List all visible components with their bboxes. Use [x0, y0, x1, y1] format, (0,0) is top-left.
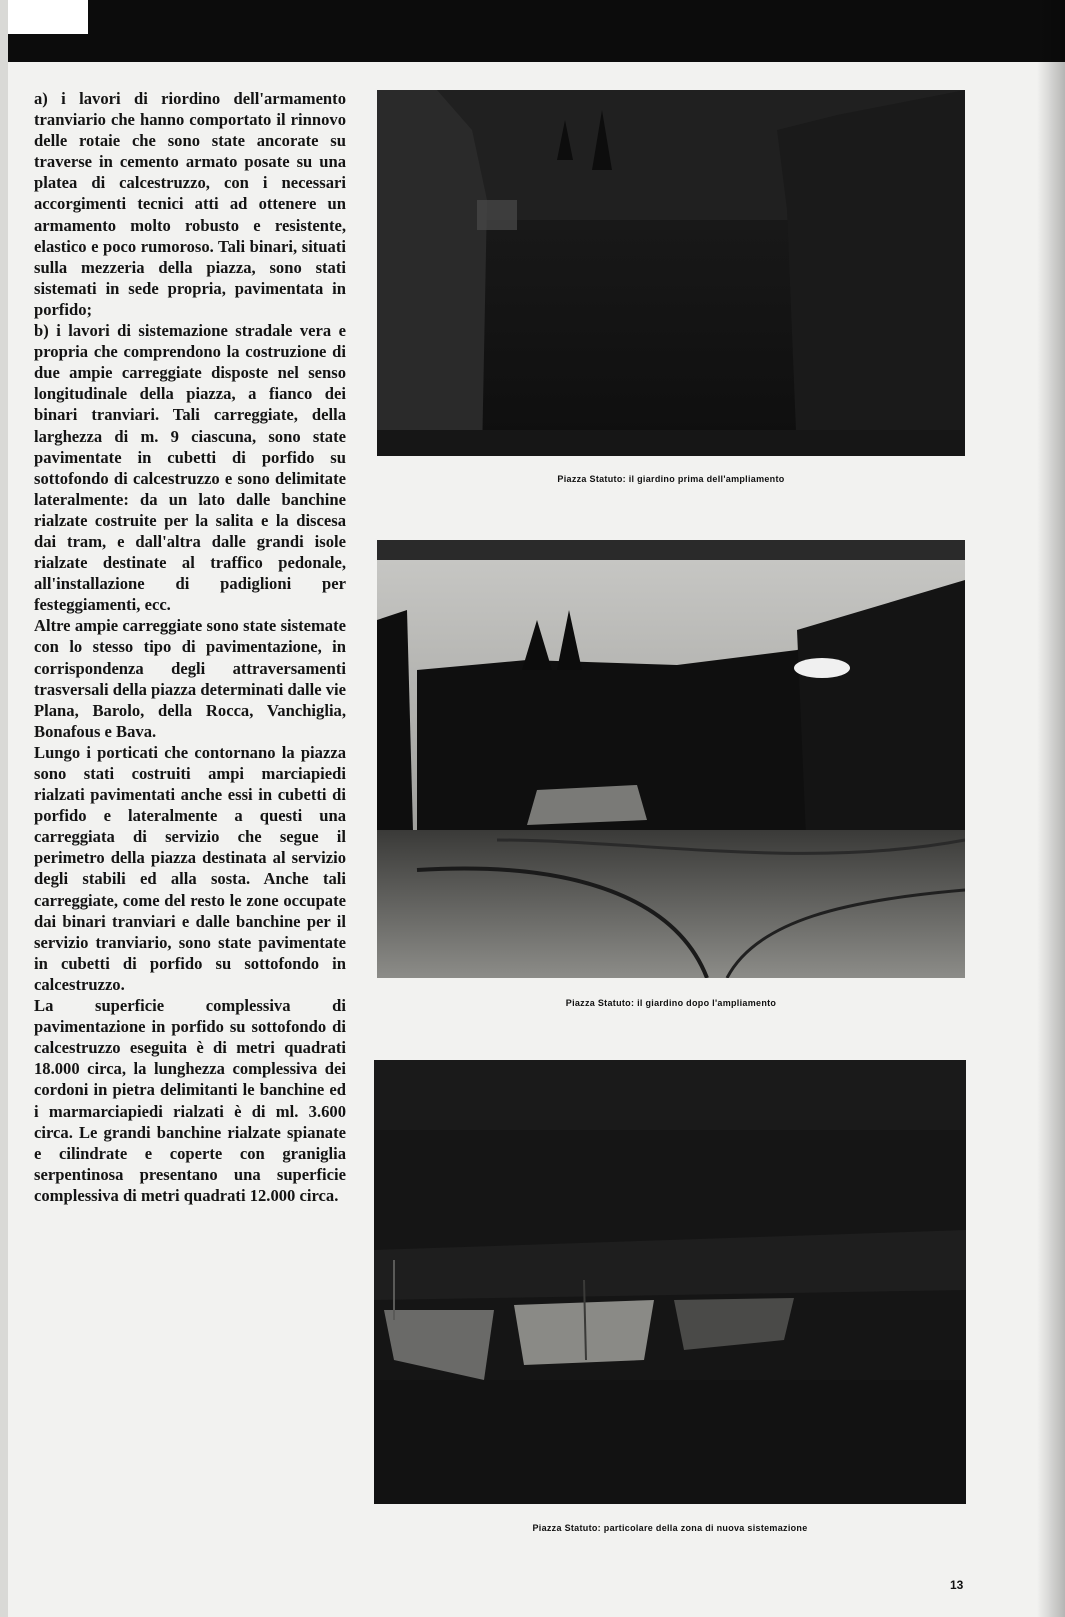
- paragraph-a: a) i lavori di riordino dell'armamento tranviario che hanno comportato il rinnovo delle rotaie che sono state ancorate su traverse in cemento armato posate su una platea di calcestruzzo, con i necessari accorgimenti tecnici atti ad ottenere un armamento molto robusto e resistente, elastico e poco rumoroso. Tali binari, situati sulla mezzeria della piazza, sono stati sistemati in sede propria, pavimentata in porfido;: [34, 89, 346, 319]
- paragraph-other-carriageways: Altre ampie carreggiate sono state sistemate con lo stesso tipo di pavimentazione, in corrispondenza degli attraversamenti trasversali della piazza determinati dalle vie Plana, Barolo, della Rocca, Vanchiglia, Bonafous e Bava.: [34, 616, 346, 741]
- page-number: 13: [950, 1578, 964, 1592]
- text-column: [34, 88, 346, 1206]
- paragraph-porticoes: Lungo i porticati che contornano la piazza sono stati costruiti ampi marciapiedi rialzati pavimentati anche essi in cubetti di porfido e lateralmente a questi una carreggiata di servizio che segue il perimetro della piazza destinata al servizio degli stabili ed alla sosta. Anche tali carreggiate, come del resto le zone occupate dai binari tranviari e dalle banchine per il servizio tranviario, sono state pavimentate in cubetti di porfido su sottofondo in calcestruzzo.: [34, 742, 346, 994]
- photo-garden-after: [377, 540, 965, 978]
- scan-top-band: [0, 0, 1065, 62]
- photo-garden-before: [377, 90, 965, 456]
- photo-new-zone-detail: [374, 1060, 966, 1504]
- caption-new-zone-detail: Piazza Statuto: particolare della zona di nuova sistemazione: [532, 1523, 808, 1533]
- scan-right-edge: [1037, 0, 1065, 1617]
- paragraph-b: b) i lavori di sistemazione stradale vera e propria che comprendono la costruzione di due ampie carreggiate disposte nel senso longitudinale della piazza, a fianco dei binari tranviari. Tali carreggiate, della larghezza di m. 9 ciascuna, sono state pavimentate in cubetti di porfido su sottofondo di calcestruzzo e sono delimitate lateralmente: da un lato dalle banchine rialzate costruite per la salita e la discesa dai tram, e dall'altra dalle grandi isole rialzate destinate al traffico pedonale, all'installazione di padiglioni per festeggiamenti, ecc.: [34, 321, 346, 615]
- caption-garden-before: Piazza Statuto: il giardino prima dell'ampliamento: [557, 474, 785, 484]
- paragraph-surface: La superficie complessiva di pavimentazione in porfido su sottofondo di calcestruzzo eseguita è di metri quadrati 18.000 circa, la lunghezza complessiva dei cordoni in pietra delimitanti le banchine ed i marmarciapiedi rialzati è di ml. 3.600 circa. Le grandi banchine rialzate spianate e cilindrate e coperte con graniglia serpentinosa presentano una superficie complessiva di metri quadrati 12.000 circa.: [34, 996, 346, 1205]
- photo-new-zone-detail-image: [374, 1060, 966, 1504]
- scan-top-notch: [0, 0, 88, 34]
- scan-left-edge: [0, 0, 8, 1617]
- caption-garden-after: Piazza Statuto: il giardino dopo l'ampliamento: [565, 998, 777, 1008]
- photo-garden-before-image: [377, 90, 965, 456]
- photo-garden-after-image: [377, 540, 965, 978]
